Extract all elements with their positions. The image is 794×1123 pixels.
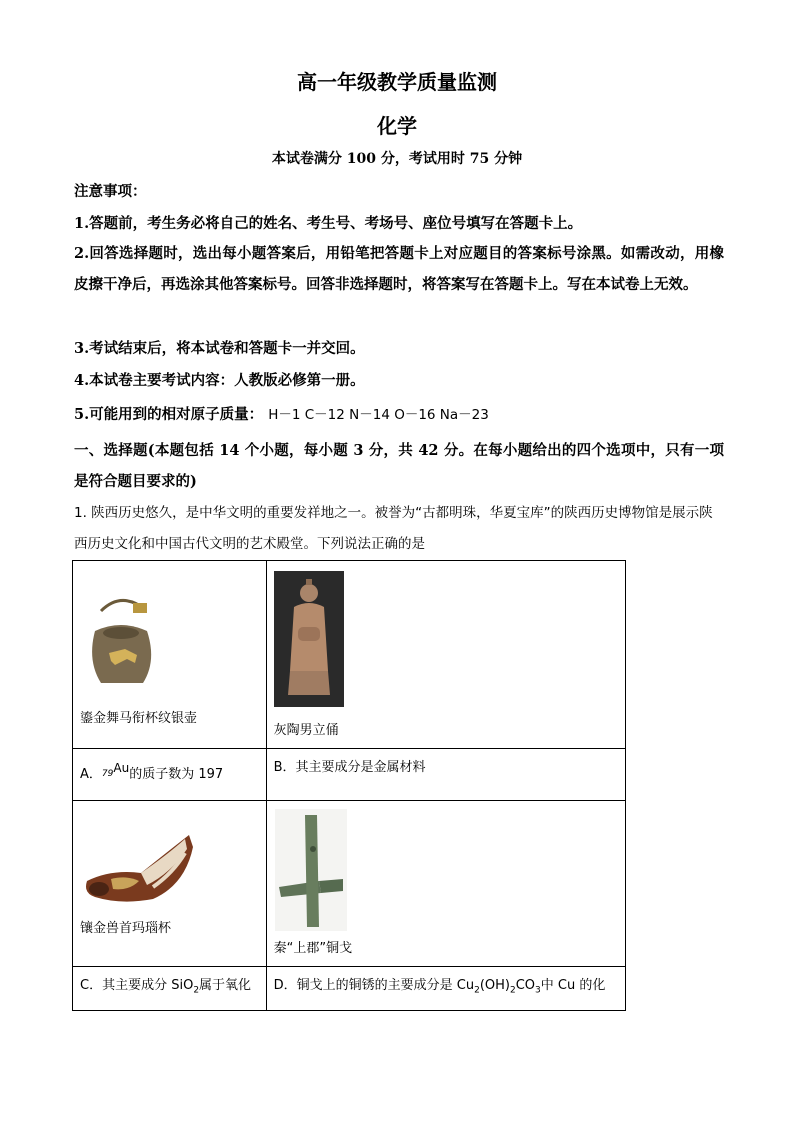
bronze-dagger-axe-image <box>275 809 347 931</box>
notes-heading: 注意事项： <box>74 183 147 200</box>
option-d-hydroxide: (OH) <box>479 978 510 993</box>
item-b-caption: 灰陶男立俑 <box>273 723 339 738</box>
note-2: 2.回答选择题时，选出每小题答案后，用铅笔把答题卡上对应题目的答案标号涂黑。如需改动，用橡皮擦干净后，再选涂其他答案标号。回答非选择题时，将答案写在答题卡上。写在本试卷上无效。 <box>74 245 724 293</box>
note-1: 1.答题前，考生务必将自己的姓名、考生号、考场号、座位号填写在答题卡上。 <box>74 215 583 232</box>
option-b: B．其主要成分是金属材料 <box>266 749 625 801</box>
option-d-carbonate: CO <box>515 978 536 993</box>
pottery-figurine-image <box>274 571 344 707</box>
option-c <box>73 967 267 1011</box>
option-a-symbol: Au <box>113 761 130 775</box>
note-4: 4.本试卷主要考试内容：人教版必修第一册。 <box>74 372 365 389</box>
item-d-caption: 秦“上郡”铜戈 <box>273 941 353 956</box>
option-a-prefix: A． <box>80 767 102 782</box>
subject-title: 化学 <box>377 114 417 138</box>
agate-cup-image <box>81 829 193 905</box>
item-a-cell <box>73 561 267 749</box>
item-b-cell <box>266 561 625 749</box>
option-c-text-start: C．其主要成分 SiO <box>80 978 194 993</box>
option-a <box>73 749 267 801</box>
silver-pot-image <box>81 591 161 691</box>
exam-title: 高一年级教学质量监测 <box>297 70 497 94</box>
exam-info: 本试卷满分 100 分，考试用时 75 分钟 <box>271 151 523 167</box>
item-c-caption: 镶金兽首玛瑙杯 <box>80 921 172 936</box>
option-d-sub-3: 3 <box>535 985 541 996</box>
option-a-text: 的质子数为 197 <box>129 767 224 782</box>
option-d-text-start: D．铜戈上的铜锈的主要成分是 Cu <box>273 978 475 993</box>
note-5 <box>74 403 489 424</box>
section-1-heading: 一、选择题(本题包括 14 个小题，每小题 3 分，共 42 分。在每小题给出的四个选项中，只有一项是符合题目要求的) <box>74 442 724 490</box>
option-c-text-end: 属于氧化 <box>199 978 252 993</box>
item-c-cell <box>73 801 267 967</box>
option-c-subscript: 2 <box>193 985 200 996</box>
option-d-sub-1: 2 <box>474 985 480 996</box>
note-3: 3.考试结束后，将本试卷和答题卡一并交回。 <box>74 340 365 357</box>
note-5-label: 5.可能用到的相对原子质量： <box>74 406 264 423</box>
option-d-sub-2: 2 <box>509 985 516 996</box>
option-a-atomic-number: 79 <box>101 769 114 779</box>
item-d-cell <box>266 801 625 967</box>
item-a-caption: 鎏金舞马衔杯纹银壶 <box>80 711 198 726</box>
option-d <box>266 967 625 1011</box>
atomic-masses: H－1 C－12 N－14 O－16 Na－23 <box>268 407 489 423</box>
question-1-table <box>72 560 626 1011</box>
question-1-stem: 1. 陕西历史悠久，是中华文明的重要发祥地之一。被誉为“古都明珠，华夏宝库”的陕西历史博物馆是展示陕西历史文化和中国古代文明的艺术殿堂。下列说法正确的是 <box>74 505 713 552</box>
option-d-text-end: 中 Cu 的化 <box>540 978 606 993</box>
